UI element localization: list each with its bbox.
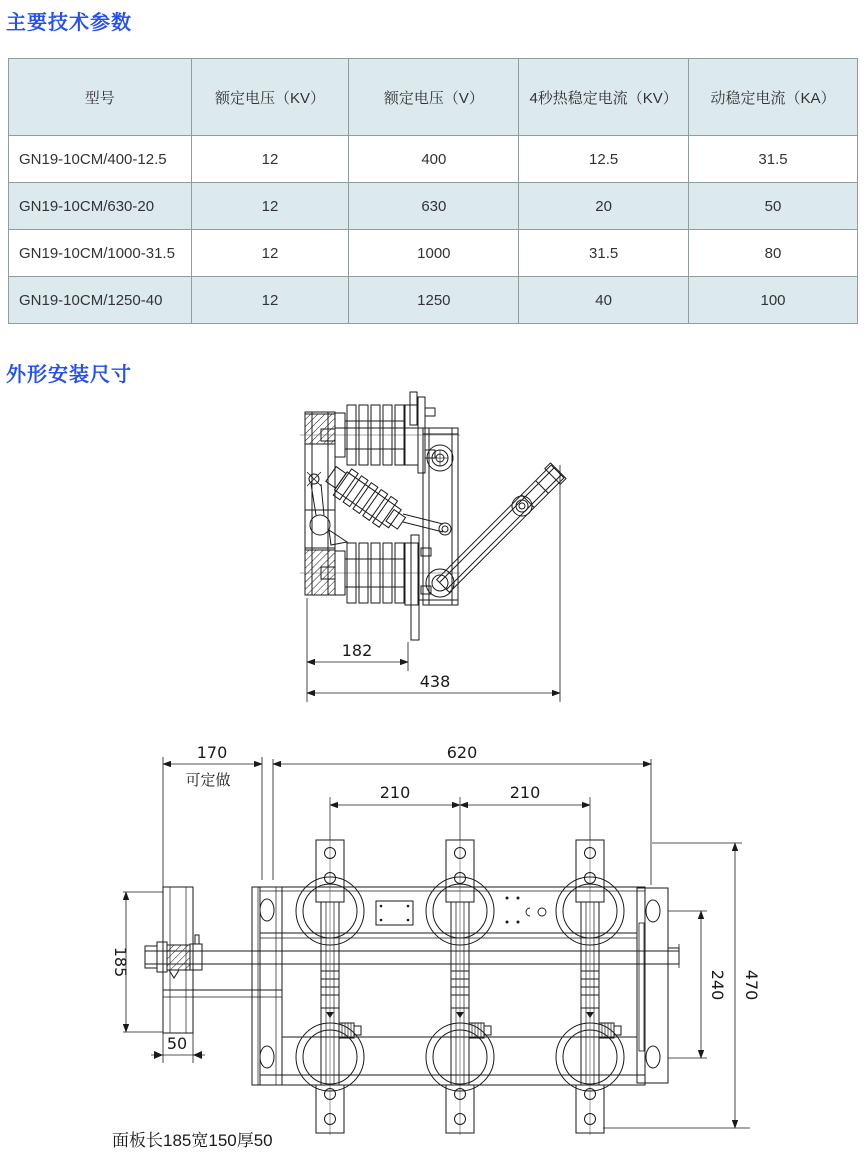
cell-model: GN19-10CM/400-12.5: [9, 136, 192, 183]
dim-label-50: 50: [166, 1034, 188, 1053]
table-row: [9, 183, 858, 230]
table-row: [9, 230, 858, 277]
note-customizable: 可定做: [185, 771, 231, 789]
table-header-row: [9, 59, 858, 136]
side-middle-insulator: [322, 461, 451, 537]
dim-label-438: 438: [419, 672, 451, 691]
cell-dynamic: 80: [689, 230, 858, 277]
front-dimension-240: [668, 911, 727, 1058]
dim-label-240: 240: [708, 969, 727, 1001]
front-right-plate: [637, 888, 679, 1083]
cell-dynamic: 31.5: [689, 136, 858, 183]
dim-label-185: 185: [111, 946, 130, 978]
cell-thermal: 31.5: [519, 230, 689, 277]
cell-rated-kv: 12: [191, 136, 349, 183]
column-header-thermal: 4秒热稳定电流（KV）: [519, 59, 689, 136]
column-header-dynamic: 动稳定电流（KA）: [689, 59, 858, 136]
cell-dynamic: 100: [689, 277, 858, 324]
cell-dynamic: 50: [689, 183, 858, 230]
cell-thermal: 40: [519, 277, 689, 324]
side-view-drawing: [285, 390, 585, 715]
cell-rated-kv: 12: [191, 230, 349, 277]
panel-size-caption: 面板长185宽150厚50: [112, 1131, 273, 1150]
cell-model: GN19-10CM/630-20: [9, 183, 192, 230]
dim-label-210-left: 210: [379, 783, 411, 802]
section-title-tech-params: 主要技术参数: [6, 12, 132, 34]
front-view-drawing: [105, 745, 765, 1140]
dim-label-182: 182: [341, 641, 373, 660]
column-header-rated-kv: 额定电压（KV）: [191, 59, 349, 136]
front-dimension-185: [111, 892, 130, 1032]
cell-model: GN19-10CM/1000-31.5: [9, 230, 192, 277]
side-bottom-insulator: [335, 535, 431, 640]
side-operating-arm: [435, 463, 566, 594]
cell-thermal: 20: [519, 183, 689, 230]
dim-label-170: 170: [196, 745, 228, 762]
cell-rated-v: 1250: [349, 277, 519, 324]
table-row: [9, 277, 858, 324]
side-dimension-182: [307, 598, 408, 671]
side-top-insulator: [335, 392, 435, 473]
front-dimension-170: [163, 745, 262, 887]
dim-label-210-right: 210: [509, 783, 541, 802]
front-dimension-50: [151, 1033, 205, 1063]
cell-rated-v: 400: [349, 136, 519, 183]
side-left-mounting-plate: [305, 412, 335, 595]
cell-rated-v: 630: [349, 183, 519, 230]
cell-rated-kv: 12: [191, 183, 349, 230]
section-title-outline-dims: 外形安装尺寸: [6, 364, 132, 386]
cell-rated-kv: 12: [191, 277, 349, 324]
column-header-rated-v: 额定电压（V）: [349, 59, 519, 136]
cell-model: GN19-10CM/1250-40: [9, 277, 192, 324]
column-header-model: 型号: [9, 59, 192, 136]
table-row: [9, 136, 858, 183]
side-lever-linkage: [307, 472, 347, 545]
cell-thermal: 12.5: [519, 136, 689, 183]
tech-params-table: [8, 58, 858, 324]
cell-rated-v: 1000: [349, 230, 519, 277]
dim-label-470: 470: [742, 969, 761, 1001]
dim-label-620: 620: [446, 745, 478, 762]
